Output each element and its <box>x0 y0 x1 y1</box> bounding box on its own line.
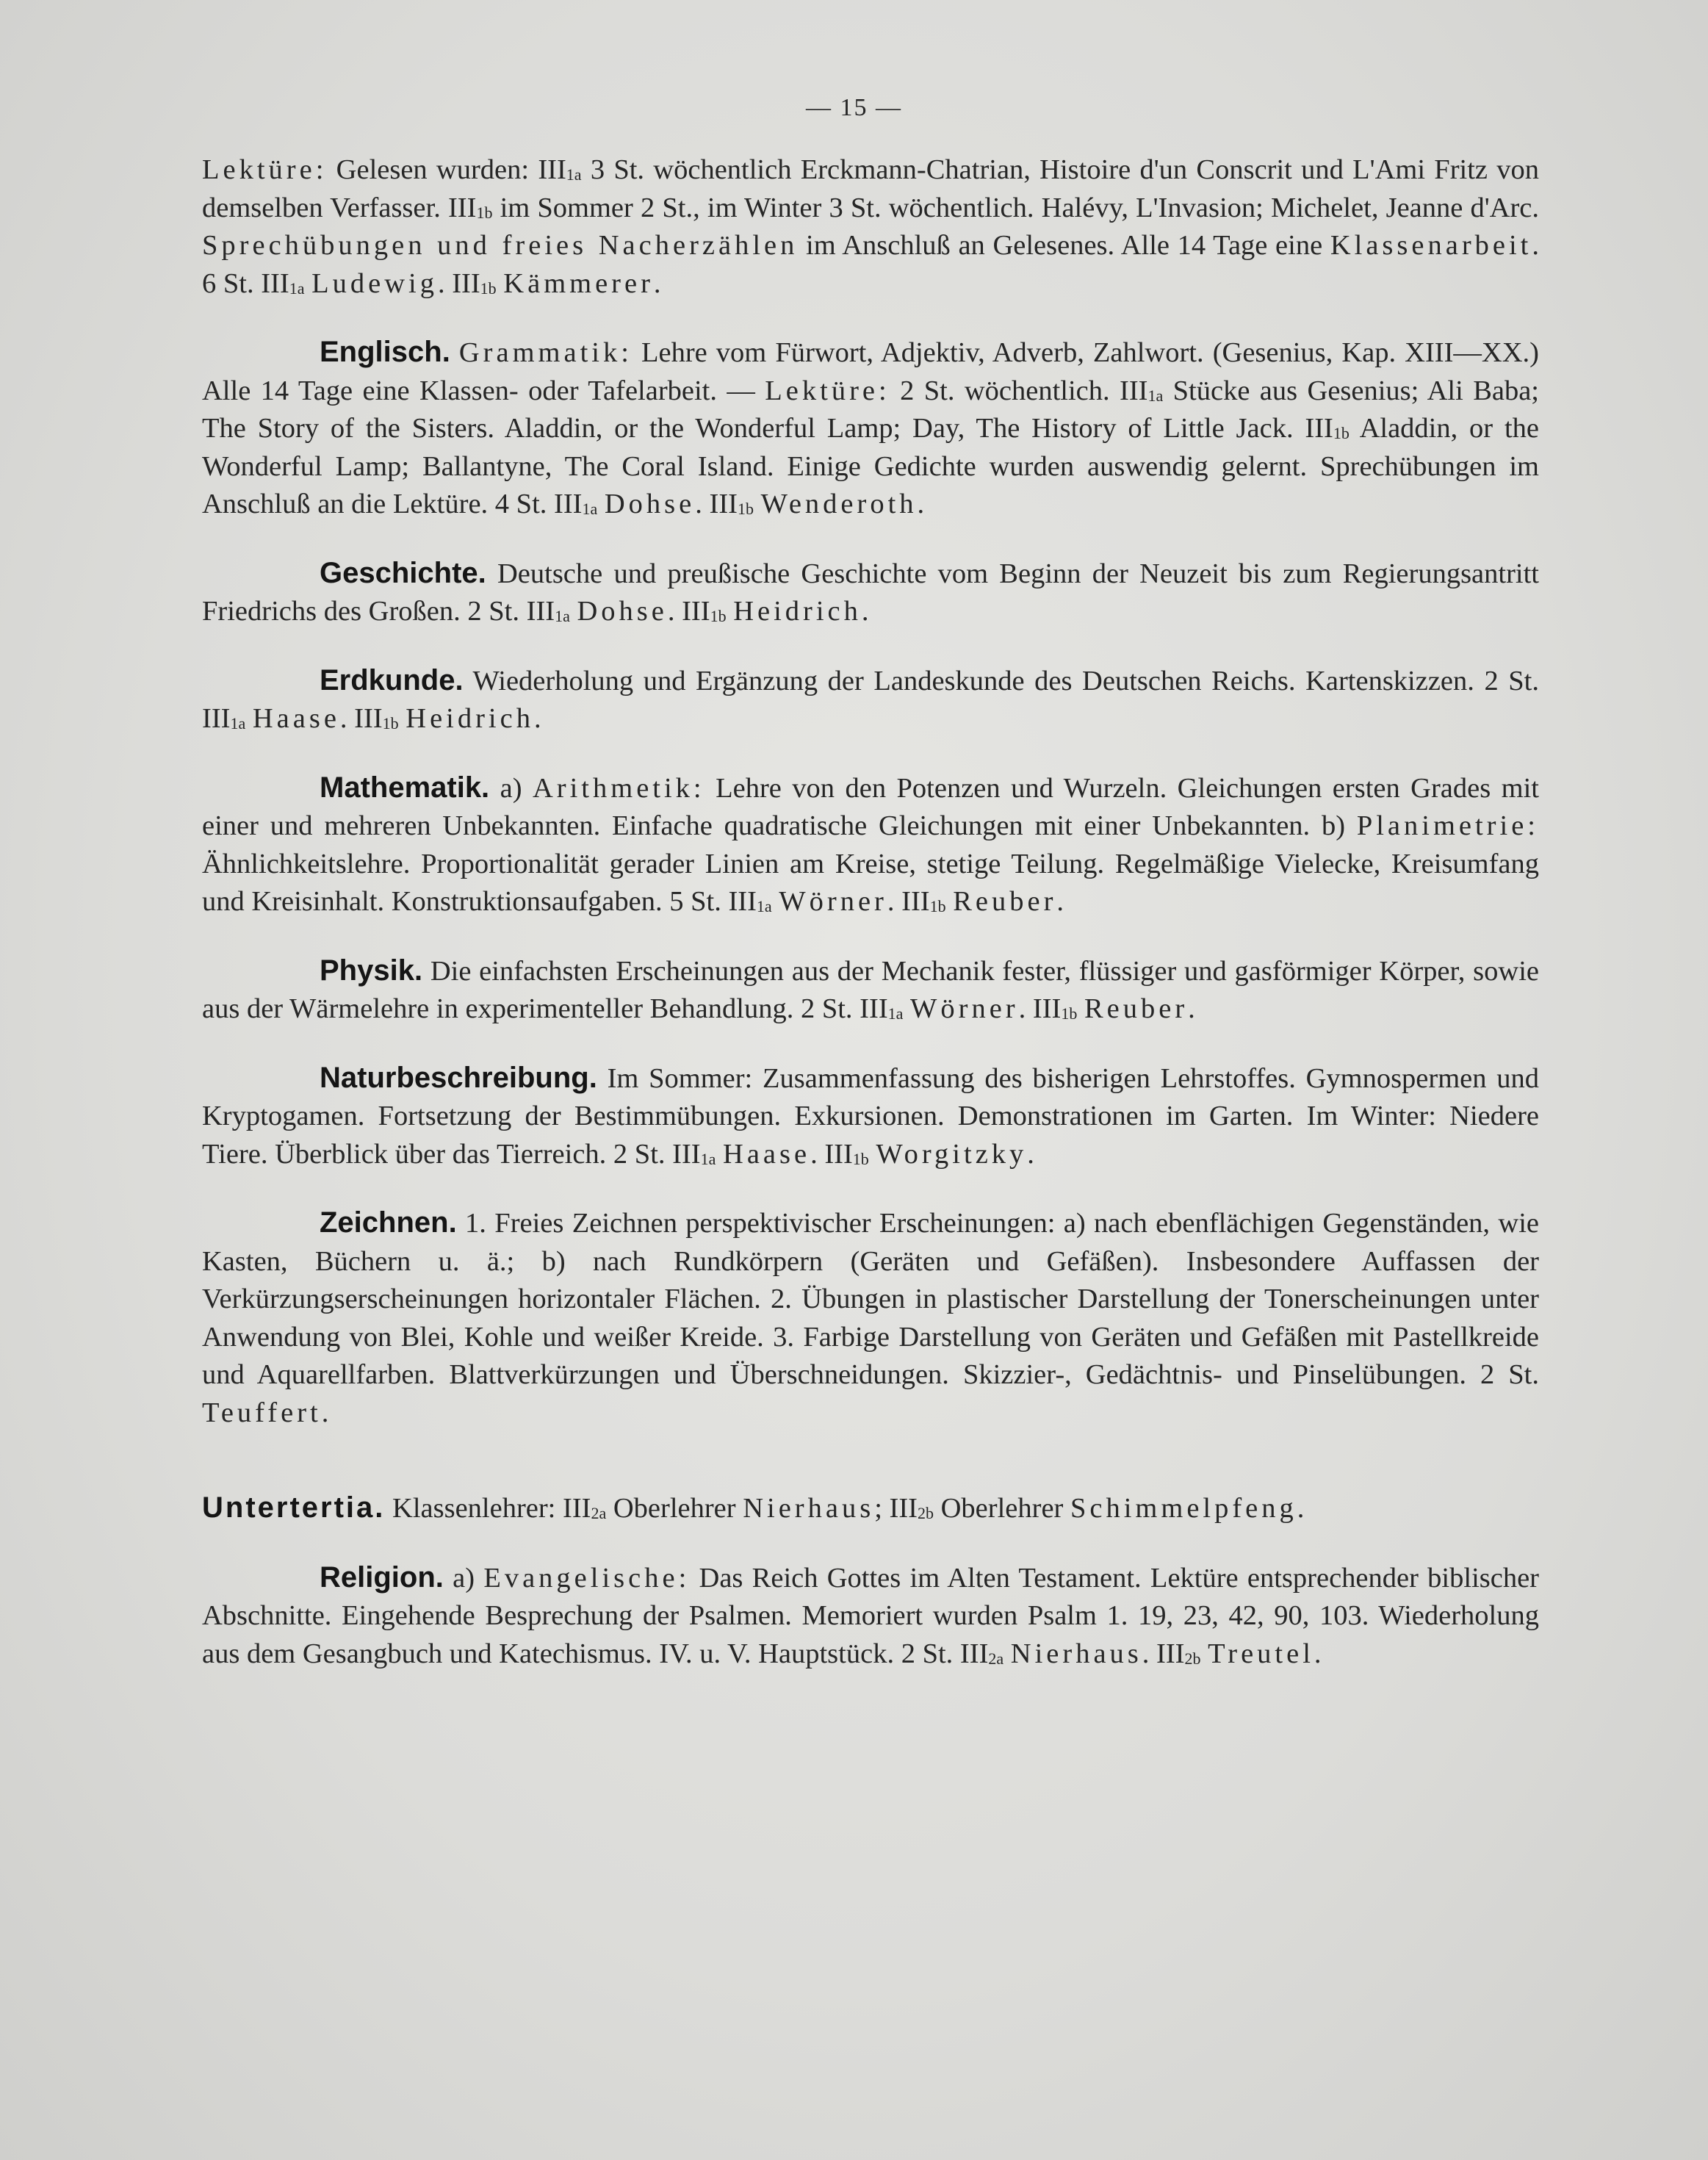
paragraph-religion: Religion. a) Evangelische: Das Reich Gottes im Alten Testament. Lektüre entsprechender biblischer Abschnitte. Eingehende Besprechung der Psalmen. Memoriert wurden Psalm 1. 19, 23, 42, 90, 103. Wiederholung aus dem Gesangbuch und Katechismus. IV. u. V. Hauptstück. 2 St. $III_{2a}$ Nierhaus. $III_{2b}$ Treutel. <box>202 1560 1539 1669</box>
paragraph-englisch: Englisch. Grammatik: Lehre vom Fürwort, Adjektiv, Adverb, Zahlwort. (Gesenius, Kap. XIII—XX.) Alle 14 Tage eine Klassen- oder Tafelarbeit. — Lektüre: 2 St. wöchentlich. $III_{1a}$ Stücke aus Gesenius; Ali Baba; The Story of the Sisters. Aladdin, or the Wonderful Lamp; Day, The History of Little Jack. $III_{1b}$ Aladdin, or the Wonderful Lamp; Ballantyne, The Coral Island. Einige Gedichte wurden auswendig gelernt. Sprechübungen im Anschluß an die Lektüre. 4 St. $III_{1a}$ Dohse. $III_{1b}$ Wenderoth. <box>202 336 1539 519</box>
section-heading: Geschichte. <box>320 556 486 589</box>
teacher-name: Dohse <box>577 596 668 627</box>
teacher-name: Haase <box>723 1138 811 1170</box>
paragraph-zeichnen: Zeichnen. 1. Freies Zeichnen perspektivischer Erscheinungen: a) nach ebenflächigen Gegenständen, wie Kasten, Büchern u. ä.; b) nach Rundkörpern (Geräten und Gefäßen). Insbesondere Auffassen der Verkürzungserscheinungen horizontaler Flächen. 2. Übungen in plastischer Darstellung der Tonerscheinungen unter Anwendung von Blei, Kohle und weißer Kreide. 3. Farbige Darstellung von Geräten und Gefäßen mit Pastellkreide und Aquarellfarben. Blattverkürzungen und Überschneidungen. Skizzier-, Gedächtnis- und Pinselübungen. 2 St. Teuffert. <box>202 1206 1539 1428</box>
teacher-name: Wenderoth <box>760 489 918 519</box>
teacher-name: Heidrich <box>733 596 862 627</box>
paragraph-lektuere-franzoesisch: Lektüre: Gelesen wurden: $III_{1a}$ 3 St. wöchentlich Erckmann-Chatrian, Histoire d'un Conscrit und L'Ami Fritz von demselben Verfasser. $III_{1b}$ im Sommer 2 St., im Winter 3 St. wöchentlich. Halévy, L'Invasion; Michelet, Jeanne d'Arc. Sprechübungen und freies Nacherzählen im Anschluß an Gelesenes. Alle 14 Tage eine Klassenarbeit. 6 St. $III_{1a}$ Ludewig. $III_{1b}$ Kämmerer. <box>202 154 1540 299</box>
page-number: — 15 — <box>806 94 902 121</box>
section-heading: Mathematik. <box>320 771 490 804</box>
teacher-name: Ludewig <box>311 267 438 299</box>
teacher-name: Reuber <box>1084 993 1189 1024</box>
section-heading: Physik. <box>320 954 423 987</box>
teacher-name: Schimmelpfeng <box>1070 1493 1297 1524</box>
teacher-name: Teuffert <box>202 1397 322 1428</box>
teacher-name: Reuber <box>953 886 1057 917</box>
paragraph-erdkunde: Erdkunde. Wiederholung und Ergänzung der Landeskunde des Deutschen Reichs. Kartenskizzen. 2 St. $III_{1a}$ Haase. $III_{1b}$ Heidrich. <box>202 663 1539 734</box>
section-heading: Naturbeschreibung. <box>320 1061 597 1094</box>
paragraph-mathematik: Mathematik. a) Arithmetik: Lehre von den Potenzen und Wurzeln. Gleichungen ersten Grades mit einer und mehreren Unbekannten. Einfache quadratische Gleichungen mit einer Unbekannten. b) Planimetrie: Ähnlichkeitslehre. Proportionalität gerader Linien am Kreise, stetige Teilung. Regelmäßige Vielecke, Kreisumfang und Kreisinhalt. Konstruktionsaufgaben. 5 St. $III_{1a}$ Wörner. $III_{1b}$ Reuber. <box>202 771 1539 917</box>
paragraph-physik: Physik. Die einfachsten Erscheinungen aus der Mechanik fester, flüssiger und gasförmiger Körper, sowie aus der Wärmelehre in experimenteller Behandlung. 2 St. $III_{1a}$ Wörner. $III_{1b}$ Reuber. <box>202 954 1539 1024</box>
teacher-name: Wörner <box>779 886 887 917</box>
teacher-name: Heidrich <box>406 703 534 734</box>
teacher-name: Kämmerer <box>503 267 654 299</box>
section-heading: Erdkunde. <box>320 663 464 696</box>
section-heading: Zeichnen. <box>320 1206 457 1239</box>
body-text <box>202 151 1539 1673</box>
section-heading: Englisch. <box>320 336 450 368</box>
teacher-name: Wörner <box>910 993 1019 1024</box>
teacher-name: Haase <box>252 703 340 734</box>
teacher-name: Dohse <box>604 489 696 519</box>
paragraph-naturbeschreibung: Naturbeschreibung. Im Sommer: Zusammenfassung des bisherigen Lehrstoffes. Gymnospermen und Kryptogamen. Fortsetzung der Bestimmübungen. Exkursionen. Demonstrationen im Garten. Im Winter: Niedere Tiere. Überblick über das Tierreich. 2 St. $III_{1a}$ Haase. $III_{1b}$ Worgitzky. <box>202 1061 1539 1170</box>
section-heading: Religion. <box>320 1560 444 1594</box>
teacher-name: Worgitzky <box>876 1138 1028 1170</box>
teacher-name: Nierhaus <box>1010 1638 1142 1669</box>
class-heading: Untertertia. <box>202 1491 386 1524</box>
paragraph-geschichte: Geschichte. Deutsche und preußische Geschichte vom Beginn der Neuzeit bis zum Regierungsantritt Friedrichs des Großen. 2 St. $III_{1a}$ Dohse. $III_{1b}$ Heidrich. <box>202 556 1539 627</box>
teacher-name: Treutel <box>1208 1638 1314 1669</box>
paragraph-untertertia: Untertertia. Klassenlehrer: $III_{2a}$ Oberlehrer Nierhaus; $III_{2b}$ Oberlehrer Schimmelpfeng. <box>202 1491 1305 1524</box>
teacher-name: Nierhaus <box>743 1493 875 1524</box>
